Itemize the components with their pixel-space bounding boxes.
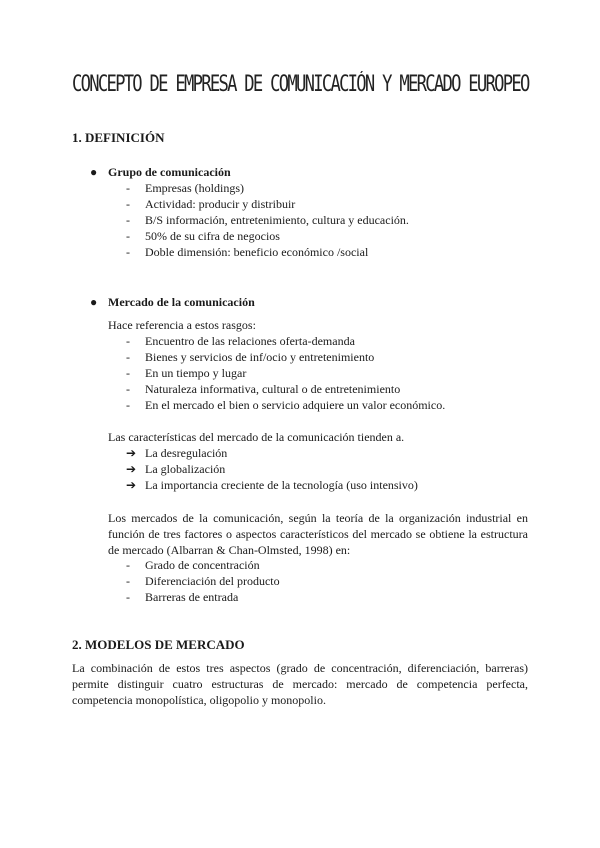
list-item: Encuentro de las relaciones oferta-demanda xyxy=(145,334,355,348)
list-item: La globalización xyxy=(145,462,226,476)
document-title: CONCEPTO DE EMPRESA DE COMUNICACIÓN Y MERCADO EUROPEO xyxy=(72,72,529,97)
mercado-intro: Hace referencia a estos rasgos: xyxy=(108,318,256,332)
dash-icon: - xyxy=(126,350,130,364)
bullet-grupo xyxy=(90,165,231,180)
dash-icon: - xyxy=(126,245,130,259)
list-item: La importancia creciente de la tecnología (uso intensivo) xyxy=(145,478,418,492)
list-item: En el mercado el bien o servicio adquiere un valor económico. xyxy=(145,398,446,412)
list-item: En un tiempo y lugar xyxy=(145,366,247,380)
bullet-grupo-label: Grupo de comunicación xyxy=(108,165,231,179)
dash-icon: - xyxy=(126,197,130,211)
arrow-icon: ➔ xyxy=(126,478,137,492)
list-item: Empresas (holdings) xyxy=(145,181,244,195)
list-item: Barreras de entrada xyxy=(145,590,239,604)
list-item: Diferenciación del producto xyxy=(145,574,280,588)
section-1-heading: 1. DEFINICIÓN xyxy=(72,130,165,145)
tendencias-intro: Las características del mercado de la comunicación tienden a. xyxy=(108,430,405,444)
list-item: Bienes y servicios de inf/ocio y entretenimiento xyxy=(145,350,375,364)
arrow-icon: ➔ xyxy=(126,462,137,476)
dash-icon: - xyxy=(126,334,130,348)
bullet-mercado xyxy=(90,295,255,310)
list-item: Naturaleza informativa, cultural o de entretenimiento xyxy=(145,382,401,396)
dash-icon: - xyxy=(126,181,130,195)
list-item: 50% de su cifra de negocios xyxy=(145,229,280,243)
list-item: La desregulación xyxy=(145,446,228,460)
list-item: Doble dimensión: beneficio económico /social xyxy=(145,245,369,259)
list-item: Grado de concentración xyxy=(145,558,260,572)
dash-icon: - xyxy=(126,213,130,227)
section-2-paragraph: La combinación de estos tres aspectos (grado de concentración, diferenciación, barreras) permite distinguir cuatro estructuras de mercado: mercado de competencia perfecta, competencia monopolística, oligopolio y monopolio. xyxy=(72,661,528,707)
dash-icon: - xyxy=(126,574,130,588)
dash-icon: - xyxy=(126,398,130,412)
bullet-dot-icon: ● xyxy=(90,165,98,179)
bullet-dot-icon: ● xyxy=(90,295,98,309)
dash-icon: - xyxy=(126,558,130,572)
section-2-heading: 2. MODELOS DE MERCADO xyxy=(72,637,245,652)
dash-icon: - xyxy=(126,590,130,604)
dash-icon: - xyxy=(126,366,130,380)
dash-icon: - xyxy=(126,229,130,243)
factores-paragraph: Los mercados de la comunicación, según la teoría de la organización industrial en función de tres factores o aspectos característicos del mercado se obtiene la estructura de mercado (Albarran & Chan-Olmsted, 1998) en: xyxy=(108,511,528,557)
arrow-icon: ➔ xyxy=(126,446,137,460)
list-item: Actividad: producir y distribuir xyxy=(145,197,296,211)
dash-icon: - xyxy=(126,382,130,396)
bullet-mercado-label: Mercado de la comunicación xyxy=(108,295,255,309)
list-item: B/S información, entretenimiento, cultura y educación. xyxy=(145,213,409,227)
